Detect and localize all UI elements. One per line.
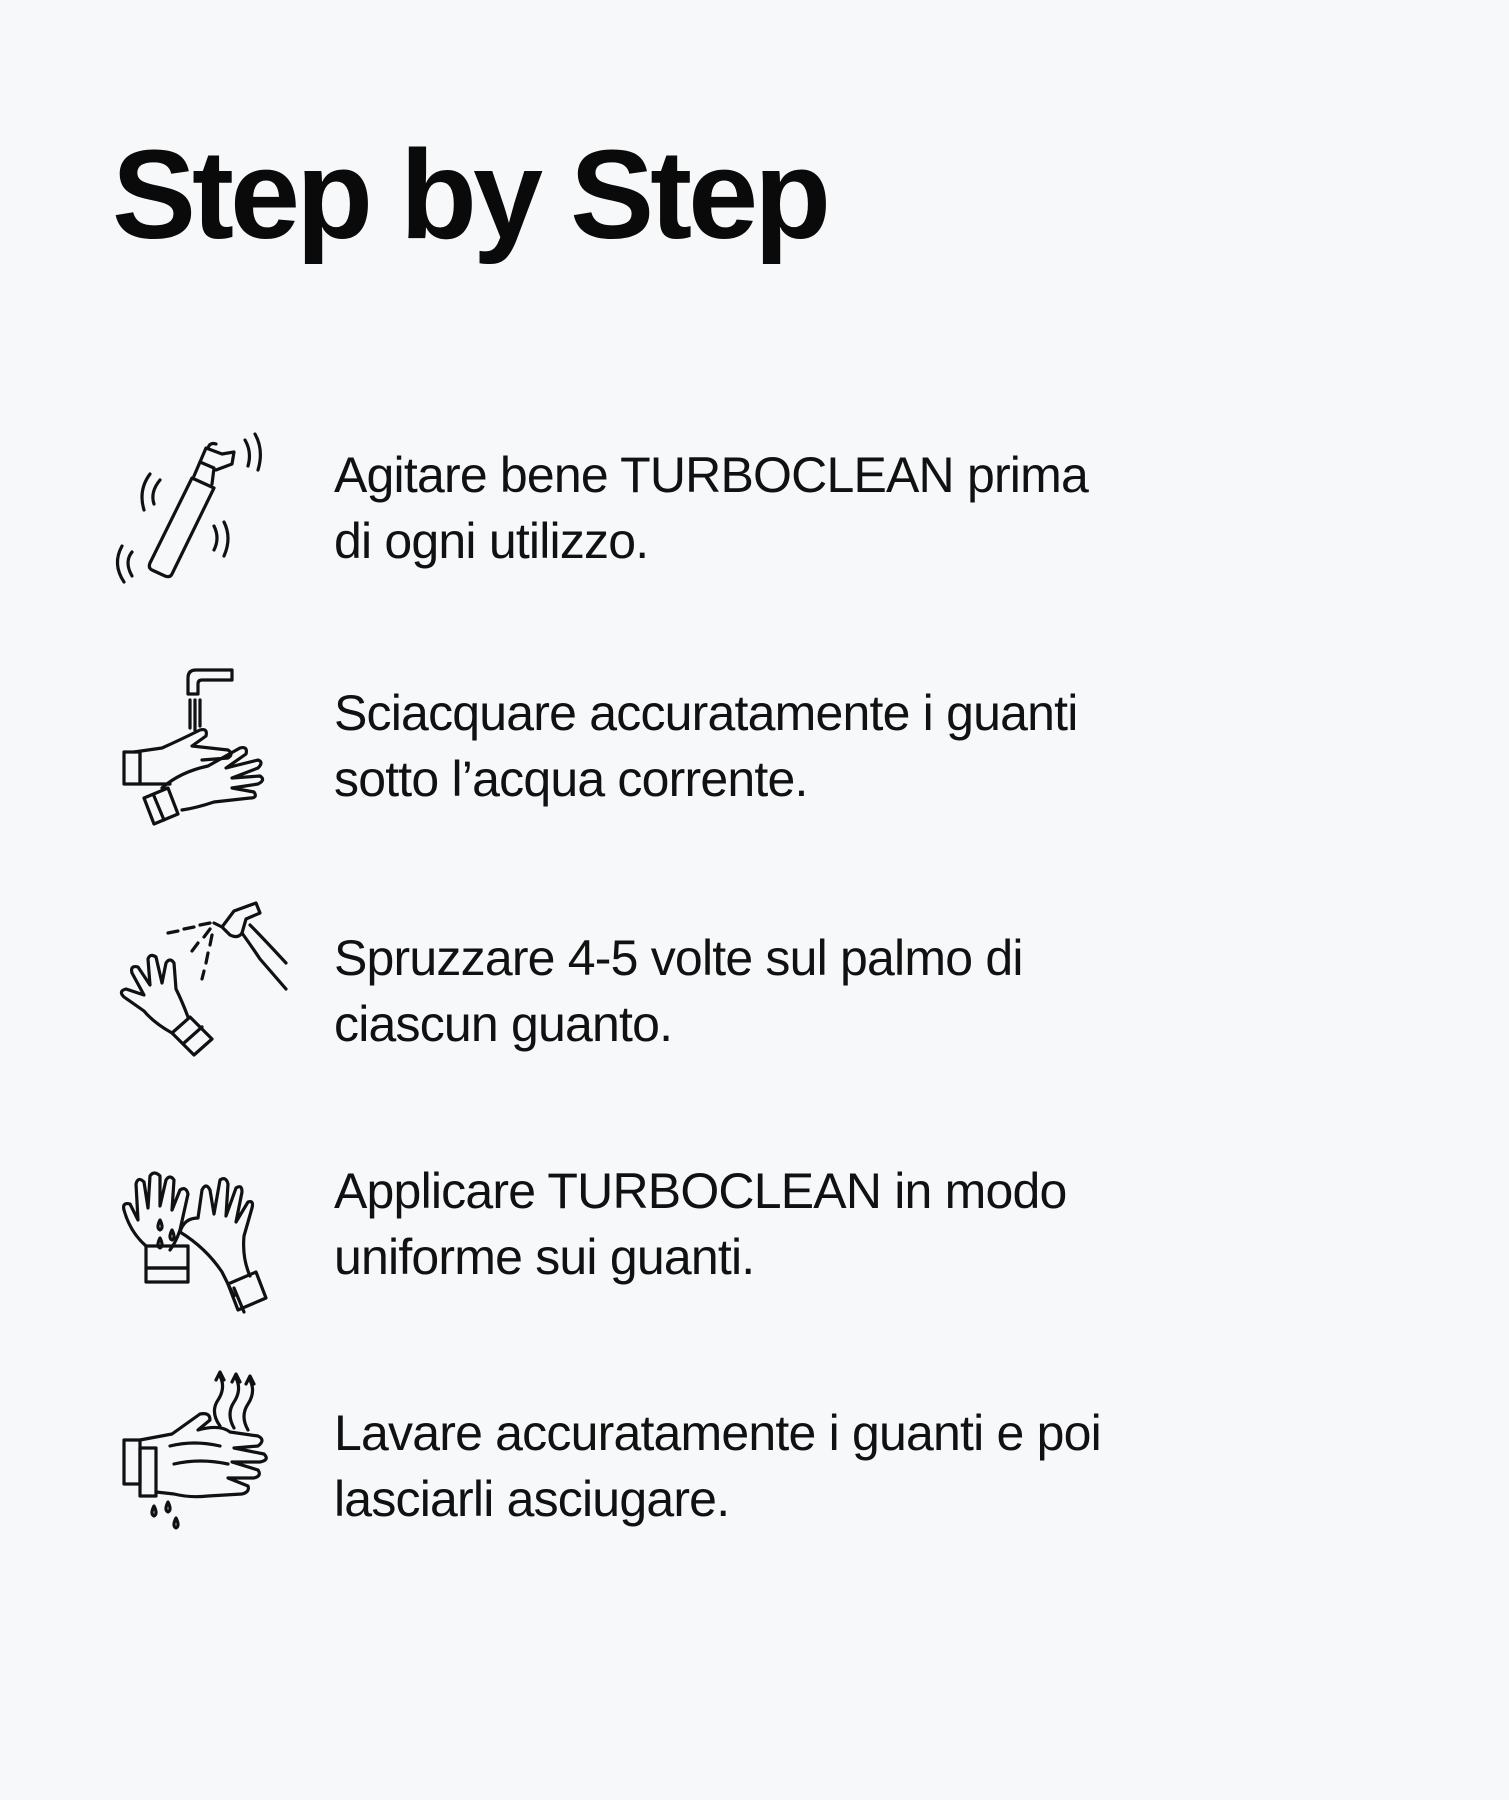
faucet-rinse-gloves-icon <box>110 648 290 828</box>
apply-gloves-droplets-icon <box>110 1136 290 1316</box>
step-3 <box>0 893 1509 1093</box>
wash-dry-gloves-icon <box>110 1368 290 1548</box>
step-3-text <box>334 925 1234 1057</box>
step-1 <box>0 410 1509 610</box>
step-2 <box>0 648 1509 848</box>
step-1-text <box>334 442 1234 574</box>
step-4-line-1: Applicare TURBOCLEAN in modo <box>334 1163 1067 1219</box>
step-5-text <box>334 1400 1234 1532</box>
step-4-line-2: uniforme sui guanti. <box>334 1229 755 1285</box>
step-2-text <box>334 680 1234 812</box>
page-title: Step by Step <box>112 124 828 265</box>
step-5-line-2: lasciarli asciugare. <box>334 1471 730 1527</box>
spray-on-glove-icon <box>110 893 290 1073</box>
step-4-text <box>334 1158 1234 1290</box>
spray-bottle-shake-icon <box>110 418 290 598</box>
step-3-line-2: ciascun guanto. <box>334 996 673 1052</box>
step-3-line-1: Spruzzare 4-5 volte sul palmo di <box>334 930 1023 986</box>
step-2-line-2: sotto l’acqua corrente. <box>334 751 808 807</box>
step-4 <box>0 1126 1509 1326</box>
step-1-line-2: di ogni utilizzo. <box>334 513 649 569</box>
step-5 <box>0 1368 1509 1568</box>
step-2-line-1: Sciacquare accuratamente i guanti <box>334 685 1078 741</box>
step-5-line-1: Lavare accuratamente i guanti e poi <box>334 1405 1101 1461</box>
step-1-line-1: Agitare bene TURBOCLEAN prima <box>334 447 1088 503</box>
